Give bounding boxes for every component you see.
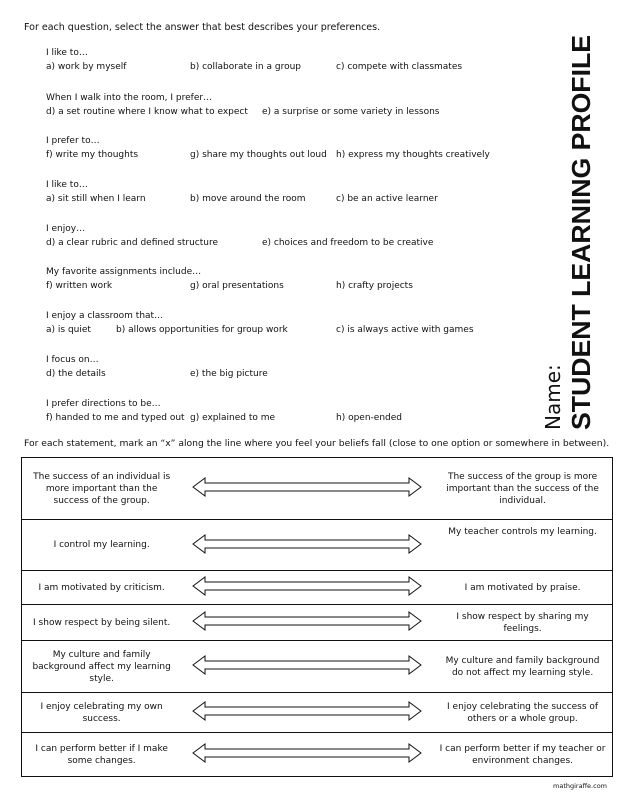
profile-title: STUDENT LEARNING PROFILE (566, 44, 596, 430)
question-1 (46, 46, 463, 74)
double-arrow-icon (189, 610, 425, 632)
question-prompt: I enjoy a classroom that… (46, 311, 164, 321)
right-statement: I show respect by sharing my feelings. (433, 605, 612, 641)
double-arrow-icon (189, 575, 425, 597)
scale-row (22, 693, 613, 733)
question-7 (46, 309, 474, 337)
double-arrow-icon (189, 700, 425, 722)
footer-url: mathgiraffe.com (553, 782, 607, 790)
left-statement: I show respect by being silent. (22, 605, 182, 641)
scale-row (22, 571, 613, 605)
answer-option[interactable]: c) be an active learner (336, 194, 438, 204)
question-prompt: When I walk into the room, I prefer… (46, 93, 213, 103)
scale-line[interactable] (181, 605, 433, 641)
answer-option[interactable]: b) move around the room (190, 194, 306, 204)
double-arrow-icon (189, 476, 425, 498)
answer-option[interactable]: f) write my thoughts (46, 150, 139, 160)
answer-option[interactable]: a) sit still when I learn (46, 194, 146, 204)
answer-option[interactable]: c) is always active with games (336, 325, 474, 335)
answer-option[interactable]: e) the big picture (190, 369, 268, 379)
question-3 (46, 134, 490, 162)
right-statement: My culture and family background do not affect my learning style. (433, 641, 612, 693)
answer-option[interactable]: b) collaborate in a group (190, 62, 301, 72)
right-statement: The success of the group is more important than the success of the individual. (433, 458, 612, 520)
question-prompt: I prefer to… (46, 136, 100, 146)
question-prompt: My favorite assignments include… (46, 267, 202, 277)
question-prompt: I focus on… (46, 355, 99, 365)
answer-option[interactable]: a) is quiet (46, 325, 91, 335)
answer-option[interactable]: e) a surprise or some variety in lessons (262, 107, 440, 117)
answer-option[interactable]: d) a set routine where I know what to expect (46, 107, 248, 117)
double-arrow-icon (189, 533, 425, 555)
answer-option[interactable]: g) oral presentations (190, 281, 284, 291)
side-title-block (532, 22, 602, 432)
double-arrow-icon (189, 742, 425, 764)
right-statement: I am motivated by praise. (433, 571, 612, 605)
scale-line[interactable] (181, 571, 433, 605)
right-statement: I enjoy celebrating the success of others or a whole group. (433, 693, 612, 733)
name-label: Name: (541, 364, 565, 430)
answer-option[interactable]: e) choices and freedom to be creative (262, 238, 434, 248)
question-5 (46, 222, 434, 250)
belief-scale-table (21, 457, 613, 777)
answer-option[interactable]: b) allows opportunities for group work (116, 325, 288, 335)
scale-line[interactable] (181, 458, 433, 520)
answer-option[interactable]: g) share my thoughts out loud (190, 150, 327, 160)
answer-option[interactable]: d) the details (46, 369, 106, 379)
answer-option[interactable]: h) crafty projects (336, 281, 413, 291)
question-9 (46, 397, 402, 425)
scale-line[interactable] (181, 733, 433, 777)
right-statement: I can perform better if my teacher or environment changes. (433, 733, 612, 777)
left-statement: I can perform better if I make some changes. (22, 733, 182, 777)
answer-option[interactable]: f) handed to me and typed out (46, 413, 185, 423)
double-arrow-icon (189, 654, 425, 676)
answer-option[interactable]: h) open-ended (336, 413, 402, 423)
question-8 (46, 353, 268, 381)
instructions-text: For each question, select the answer that best describes your preferences. (24, 22, 381, 33)
answer-option[interactable]: f) written work (46, 281, 113, 291)
answer-option[interactable]: c) compete with classmates (336, 62, 463, 72)
left-statement: I am motivated by criticism. (22, 571, 182, 605)
left-statement: The success of an individual is more important than the success of the group. (22, 458, 182, 520)
left-statement: I control my learning. (22, 520, 182, 571)
scale-row (22, 733, 613, 777)
question-prompt: I like to… (46, 180, 88, 190)
question-4 (46, 178, 438, 206)
question-6 (46, 265, 413, 293)
answer-option[interactable]: h) express my thoughts creatively (336, 150, 490, 160)
scale-row (22, 520, 613, 571)
statement-instructions: For each statement, mark an “x” along the line where you feel your beliefs fall (close to one option or somewhere in between). (24, 438, 610, 449)
scale-row (22, 458, 613, 520)
scale-line[interactable] (181, 641, 433, 693)
answer-option[interactable]: g) explained to me (190, 413, 276, 423)
right-statement: My teacher controls my learning. (433, 520, 612, 571)
question-2 (46, 91, 440, 119)
answer-option[interactable]: a) work by myself (46, 62, 127, 72)
question-prompt: I enjoy… (46, 224, 86, 234)
left-statement: My culture and family background affect my learning style. (22, 641, 182, 693)
question-prompt: I like to… (46, 48, 88, 58)
scale-row (22, 605, 613, 641)
question-prompt: I prefer directions to be… (46, 399, 161, 409)
answer-option[interactable]: d) a clear rubric and defined structure (46, 238, 219, 248)
scale-row (22, 641, 613, 693)
scale-line[interactable] (181, 693, 433, 733)
left-statement: I enjoy celebrating my own success. (22, 693, 182, 733)
scale-line[interactable] (181, 520, 433, 571)
